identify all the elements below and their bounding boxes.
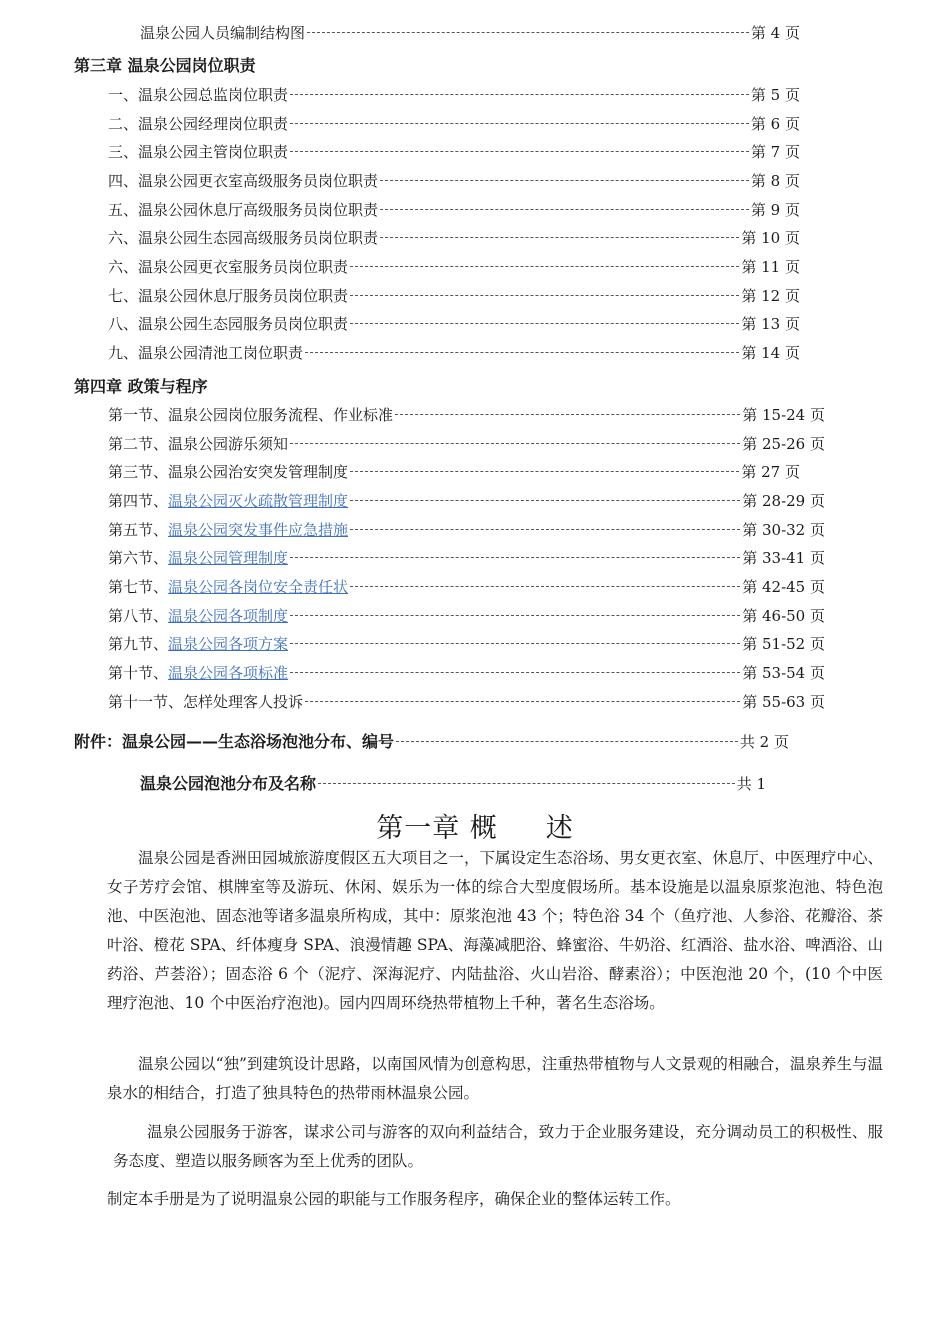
toc-row[interactable]	[108, 491, 825, 511]
toc-item-title: 第十节、温泉公园各项标准	[108, 664, 289, 682]
toc-chapter4-heading: 第四章 政策与程序	[74, 377, 208, 396]
toc-item-page: 第 15-24 页	[742, 406, 825, 424]
toc-item-title: 三、温泉公园主管岗位职责	[108, 143, 289, 161]
toc-link[interactable]: 温泉公园各项方案	[168, 635, 289, 653]
paragraph: 温泉公园以“独”到建筑设计思路，以南国风情为创意构思，注重热带植物与人文景观的相融合，温泉养生与温泉水的相结合，打造了独具特色的热带雨林温泉公园。	[107, 1055, 883, 1102]
toc-item-page: 共 1	[736, 775, 766, 793]
toc-row[interactable]	[108, 663, 825, 683]
toc-row[interactable]	[108, 606, 825, 626]
toc-leader	[290, 643, 740, 644]
toc-row[interactable]	[108, 343, 800, 363]
toc-item-title: 第六节、温泉公园管理制度	[108, 549, 289, 567]
toc-leader	[350, 295, 739, 296]
toc-row-org-chart[interactable]	[140, 23, 800, 43]
toc-leader	[380, 209, 749, 210]
toc-item-title: 二、温泉公园经理岗位职责	[108, 115, 289, 133]
toc-leader	[380, 237, 739, 238]
toc-item-page: 第 8 页	[750, 172, 800, 190]
toc-item-title: 八、温泉公园生态园服务员岗位职责	[108, 315, 349, 333]
toc-item-title: 温泉公园泡池分布及名称	[140, 774, 317, 793]
toc-item-page: 共 2 页	[739, 733, 789, 751]
toc-item-title: 九、温泉公园清池工岗位职责	[108, 344, 304, 362]
toc-item-title: 第十一节、怎样处理客人投诉	[108, 693, 304, 711]
toc-item-page: 第 7 页	[750, 143, 800, 161]
toc-leader	[305, 701, 740, 702]
toc-item-page: 第 6 页	[750, 115, 800, 133]
toc-row[interactable]	[108, 577, 825, 597]
toc-link[interactable]: 温泉公园各项制度	[168, 607, 289, 625]
toc-item-page: 第 30-32 页	[742, 521, 825, 539]
toc-item-page: 第 28-29 页	[742, 492, 825, 510]
toc-link[interactable]: 温泉公园灭火疏散管理制度	[168, 492, 349, 510]
toc-item-page: 第 9 页	[750, 201, 800, 219]
toc-row[interactable]	[108, 142, 800, 162]
toc-item-title: 七、温泉公园休息厅服务员岗位职责	[108, 287, 349, 305]
toc-leader	[396, 741, 738, 742]
toc-leader	[290, 443, 740, 444]
toc-leader	[380, 180, 749, 181]
toc-leader	[350, 529, 740, 530]
toc-row[interactable]	[108, 228, 800, 248]
toc-leader	[290, 151, 749, 152]
toc-item-page: 第 14 页	[741, 344, 800, 362]
toc-leader	[350, 266, 739, 267]
toc-item-title: 第二节、温泉公园游乐须知	[108, 435, 289, 453]
toc-item-page: 第 10 页	[741, 229, 800, 247]
toc-chapter3-heading: 第三章 温泉公园岗位职责	[74, 56, 256, 75]
toc-row[interactable]	[108, 200, 800, 220]
toc-item-page: 第 55-63 页	[742, 693, 825, 711]
toc-appendix-row[interactable]	[74, 732, 789, 752]
toc-leader	[290, 672, 740, 673]
toc-item-title: 第五节、温泉公园突发事件应急措施	[108, 521, 349, 539]
toc-link[interactable]: 温泉公园管理制度	[168, 549, 289, 567]
toc-leader	[290, 557, 740, 558]
toc-link[interactable]: 温泉公园突发事件应急措施	[168, 521, 349, 539]
toc-row[interactable]	[108, 85, 800, 105]
toc-row[interactable]	[108, 520, 825, 540]
toc-link[interactable]: 温泉公园各岗位安全责任状	[168, 578, 349, 596]
toc-leader	[290, 123, 749, 124]
toc-item-title: 第四节、温泉公园灭火疏散管理制度	[108, 492, 349, 510]
toc-leader	[395, 414, 740, 415]
toc-item-title: 第九节、温泉公园各项方案	[108, 635, 289, 653]
toc-row[interactable]	[108, 405, 825, 425]
toc-row[interactable]	[108, 462, 800, 482]
toc-item-page: 第 53-54 页	[742, 664, 825, 682]
toc-row[interactable]	[108, 548, 825, 568]
toc-row[interactable]	[108, 114, 800, 134]
toc-item-page: 第 51-52 页	[742, 635, 825, 653]
toc-row[interactable]	[108, 434, 825, 454]
toc-item-title: 五、温泉公园休息厅高级服务员岗位职责	[108, 201, 379, 219]
toc-row[interactable]	[108, 257, 800, 277]
toc-item-title: 六、温泉公园更衣室服务员岗位职责	[108, 258, 349, 276]
toc-leader	[305, 352, 739, 353]
toc-leader	[290, 94, 749, 95]
toc-link[interactable]: 温泉公园各项标准	[168, 664, 289, 682]
toc-item-page: 第 11 页	[741, 258, 800, 276]
toc-item-title: 四、温泉公园更衣室高级服务员岗位职责	[108, 172, 379, 190]
toc-leader	[350, 586, 740, 587]
toc-item-page: 第 4 页	[750, 24, 800, 42]
toc-leader	[350, 471, 739, 472]
toc-leader	[290, 615, 740, 616]
toc-item-page: 第 12 页	[741, 287, 800, 305]
toc-item-title: 六、温泉公园生态园高级服务员岗位职责	[108, 229, 379, 247]
toc-item-title: 第三节、温泉公园治安突发管理制度	[108, 463, 349, 481]
toc-item-page: 第 5 页	[750, 86, 800, 104]
toc-item-page: 第 13 页	[741, 315, 800, 333]
paragraph: 制定本手册是为了说明温泉公园的职能与工作服务程序，确保企业的整体运转工作。	[107, 1190, 681, 1208]
toc-leader	[307, 32, 749, 33]
paragraph: 温泉公园是香洲田园城旅游度假区五大项目之一，下属设定生态浴场、男女更衣室、休息厅、中医理疗中心、女子芳疗会馆、棋牌室等及游玩、休闲、娱乐为一体的综合大型度假场所。基本设施是以温泉原浆泡池、特色泡池、中医泡池、固态池等诸多温泉所构成，其中：原浆泡池 43 个；特色浴 34 个（鱼疗池、人参浴、花瓣浴、茶叶浴、橙花 SPA、纤体瘦身 SPA、浪漫情趣 SPA、海藻减肥浴、蜂蜜浴、牛奶浴、红酒浴、盐水浴、啤酒浴、山药浴、芦荟浴）；固态浴 6 个（泥疗、深海泥疗、内陆盐浴、火山岩浴、酵素浴）；中医泡池 20 个，(10 个中医理疗泡池、10 个中医治疗泡池)。园内四周环绕热带植物上千种，著名生态浴场。	[107, 849, 883, 1012]
toc-item-title: 一、温泉公园总监岗位职责	[108, 86, 289, 104]
toc-row[interactable]	[108, 692, 825, 712]
toc-item-page: 第 25-26 页	[742, 435, 825, 453]
toc-item-title: 温泉公园人员编制结构图	[140, 24, 306, 42]
toc-leader	[350, 323, 739, 324]
toc-row[interactable]	[108, 171, 800, 191]
toc-item-title: 第一节、温泉公园岗位服务流程、作业标准	[108, 406, 394, 424]
toc-item-title: 第八节、温泉公园各项制度	[108, 607, 289, 625]
toc-item-page: 第 46-50 页	[742, 607, 825, 625]
toc-leader	[350, 500, 740, 501]
toc-item-page: 第 33-41 页	[742, 549, 825, 567]
toc-item-page: 第 42-45 页	[742, 578, 825, 596]
toc-item-title: 附件：温泉公园——生态浴场泡池分布、编号	[74, 732, 395, 751]
toc-appendix-row[interactable]	[140, 774, 766, 794]
toc-leader	[318, 783, 735, 784]
paragraph: 温泉公园服务于游客，谋求公司与游客的双向利益结合，致力于企业服务建设，充分调动员工的积极性、服务态度、塑造以服务顾客为至上优秀的团队。	[113, 1123, 883, 1170]
toc-row[interactable]	[108, 634, 825, 654]
toc-row[interactable]	[108, 286, 800, 306]
toc-item-title: 第七节、温泉公园各岗位安全责任状	[108, 578, 349, 596]
chapter-title: 第一章 概 述	[376, 813, 574, 844]
toc-row[interactable]	[108, 314, 800, 334]
toc-item-page: 第 27 页	[741, 463, 800, 481]
